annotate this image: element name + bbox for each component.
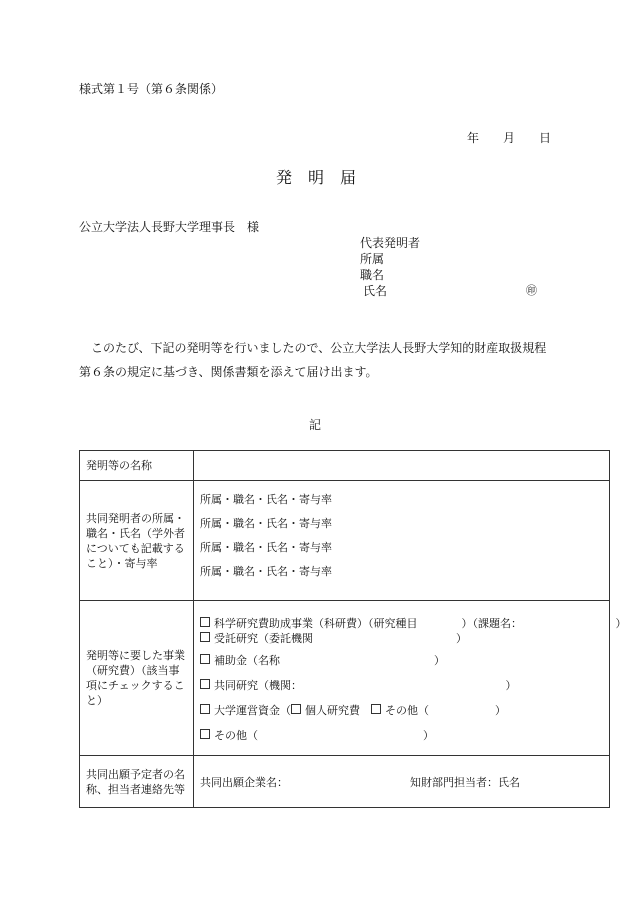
date-day-label: 日 <box>539 131 552 145</box>
invention-form-table <box>79 450 627 808</box>
position-label: 職名 <box>360 268 385 282</box>
funding-field <box>194 601 627 756</box>
checkbox-hojo[interactable] <box>200 654 210 664</box>
co-inventor-field[interactable] <box>194 481 610 601</box>
funding-option-hojo: 補助金（名称 ） <box>200 652 603 677</box>
checkbox-kyodo[interactable] <box>200 679 210 689</box>
checkbox-daigaku[interactable] <box>200 704 210 714</box>
invention-name-label: 発明等の名称 <box>80 451 194 481</box>
date-year-label: 年 <box>467 131 480 145</box>
co-inventor-entry: 所属・職名・氏名・寄与率 <box>200 565 332 578</box>
funding-option-kaken: 科学研究費助成事業（科研費）（研究種目 ）（課題名： ） <box>200 615 603 630</box>
checkbox-kojin[interactable] <box>291 704 301 714</box>
funding-option-sonota: その他（ ） <box>200 727 603 747</box>
name-label: 氏名 <box>363 284 388 298</box>
checkbox-sonota[interactable] <box>200 729 210 739</box>
ip-contact-label: 知財部門担当者：氏名 <box>410 775 520 789</box>
joint-company-label: 共同出願企業名： <box>200 775 288 789</box>
co-inventor-label: 共同発明者の所属・ 職名・氏名（学外者 についても記載する こと）・寄与率 <box>80 481 194 601</box>
affiliation-label: 所属 <box>360 252 385 266</box>
form-number: 様式第１号（第６条関係） <box>79 82 224 96</box>
funding-option-itaku: 受託研究（委託機関 ） <box>200 630 603 652</box>
co-inventor-row <box>80 481 610 601</box>
invention-name-row <box>80 451 610 481</box>
checkbox-itaku[interactable] <box>200 632 210 642</box>
date-month-label: 月 <box>503 131 516 145</box>
document-title: 発 明 届 <box>276 168 357 187</box>
joint-applicant-row <box>80 756 610 808</box>
checkbox-daigaku-sonota[interactable] <box>371 704 381 714</box>
declaration-line-1: このたび、下記の発明等を行いましたので、公立大学法人長野大学知的財産取扱規程 <box>91 341 547 355</box>
funding-label: 発明等に要した事業 （研究費）（該当事 項にチェックするこ と） <box>80 601 194 756</box>
declaration-line-2: 第６条の規定に基づき、関係書類を添えて届け出ます。 <box>79 365 378 379</box>
funding-option-daigaku: 大学運営資金（ 個人研究費 その他（ ） <box>200 702 603 727</box>
ki-heading: 記 <box>309 418 322 432</box>
joint-applicant-label: 共同出願予定者の名 称、担当者連絡先等 <box>80 756 194 808</box>
invention-name-field[interactable] <box>194 451 610 481</box>
addressee: 公立大学法人長野大学理事長 様 <box>79 220 260 234</box>
declaration-text <box>79 336 559 384</box>
seal-mark: ㊞ <box>526 284 537 297</box>
co-inventor-entry: 所属・職名・氏名・寄与率 <box>200 493 332 506</box>
funding-option-kyodo: 共同研究（機関： ） <box>200 677 603 702</box>
co-inventor-entry: 所属・職名・氏名・寄与率 <box>200 517 332 530</box>
representative-inventor-label: 代表発明者 <box>360 236 421 250</box>
co-inventor-entry: 所属・職名・氏名・寄与率 <box>200 541 332 554</box>
checkbox-kaken[interactable] <box>200 617 210 627</box>
funding-row <box>80 601 610 756</box>
joint-applicant-field[interactable] <box>194 756 610 808</box>
